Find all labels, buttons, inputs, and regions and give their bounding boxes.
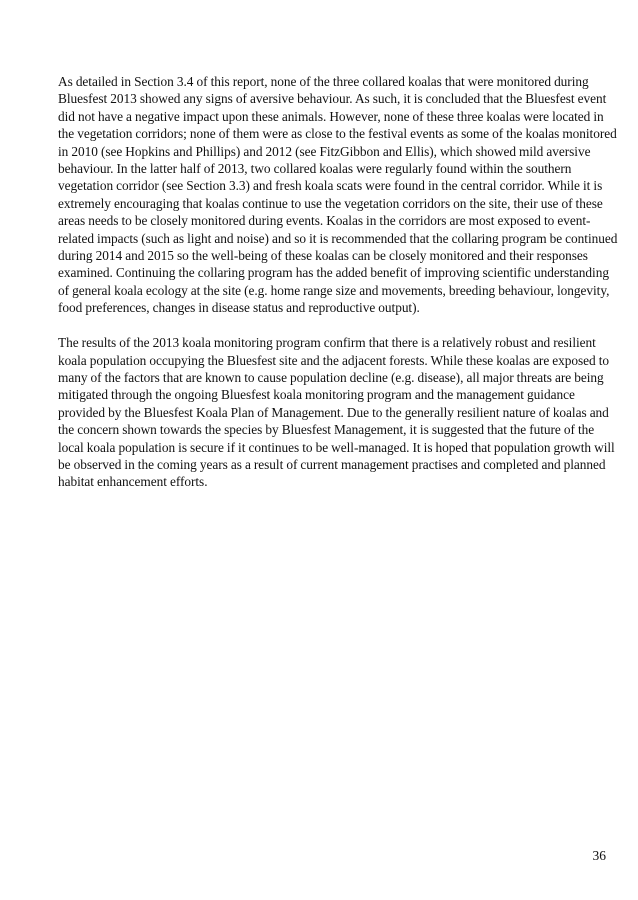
page-body bbox=[58, 73, 618, 491]
text-line: of general koala ecology at the site (e.g. home range size and movements, breeding behaviour, longevity, bbox=[58, 282, 610, 298]
text-line: the vegetation corridors; none of them were as close to the festival events as some of the koalas monitored bbox=[58, 126, 617, 142]
text-line: Bluesfest 2013 showed any signs of aversive behaviour. As such, it is concluded that the Bluesfest event bbox=[58, 91, 607, 107]
text-line: The results of the 2013 koala monitoring program confirm that there is a relatively robust and resilient bbox=[58, 335, 596, 351]
text-line: the concern shown towards the species by Bluesfest Management, it is suggested that the future of the bbox=[58, 422, 595, 438]
text-line: habitat enhancement efforts. bbox=[58, 474, 208, 490]
text-line: extremely encouraging that koalas continue to use the vegetation corridors on the site, their use of these bbox=[58, 195, 603, 211]
text-line: areas needs to be closely monitored during events. Koalas in the corridors are most exposed to event- bbox=[58, 213, 591, 229]
text-line: local koala population is secure if it continues to be well-managed. It is hoped that population growth will bbox=[58, 439, 615, 455]
text-line: did not have a negative impact upon these animals. However, none of these three koalas were located in bbox=[58, 108, 604, 124]
text-line: mitigated through the ongoing Bluesfest koala monitoring program and the management guidance bbox=[58, 387, 575, 403]
paragraph-monitoring-results bbox=[58, 334, 615, 491]
text-line: in 2010 (see Hopkins and Phillips) and 2012 (see FitzGibbon and Ellis), which showed mild aversive bbox=[58, 143, 591, 159]
text-line: provided by the Bluesfest Koala Plan of Management. Due to the generally resilient nature of koalas and bbox=[58, 404, 609, 420]
text-line: food preferences, changes in disease status and reproductive output). bbox=[58, 300, 420, 316]
text-line: be observed in the coming years as a result of current management practises and completed and planned bbox=[58, 457, 606, 473]
page-number: 36 bbox=[592, 848, 606, 863]
text-line: As detailed in Section 3.4 of this report, none of the three collared koalas that were monitored during bbox=[58, 74, 589, 89]
paragraph-collared-koalas bbox=[58, 73, 618, 317]
text-line: behaviour. In the latter half of 2013, two collared koalas were regularly found within the southern bbox=[58, 161, 572, 177]
text-line: examined. Continuing the collaring program has the added benefit of improving scientific understanding bbox=[58, 265, 609, 281]
text-line: vegetation corridor (see Section 3.3) and fresh koala scats were found in the central corridor. While it is bbox=[58, 178, 603, 194]
text-line: during 2014 and 2015 so the well-being of these koalas can be closely monitored and their responses bbox=[58, 248, 588, 264]
text-line: many of the factors that are known to cause population decline (e.g. disease), all major threats are being bbox=[58, 370, 604, 385]
text-line: related impacts (such as light and noise) and so it is recommended that the collaring program be continued bbox=[58, 230, 618, 246]
text-line: koala population occupying the Bluesfest site and the adjacent forests. While these koalas are exposed to bbox=[58, 352, 610, 368]
